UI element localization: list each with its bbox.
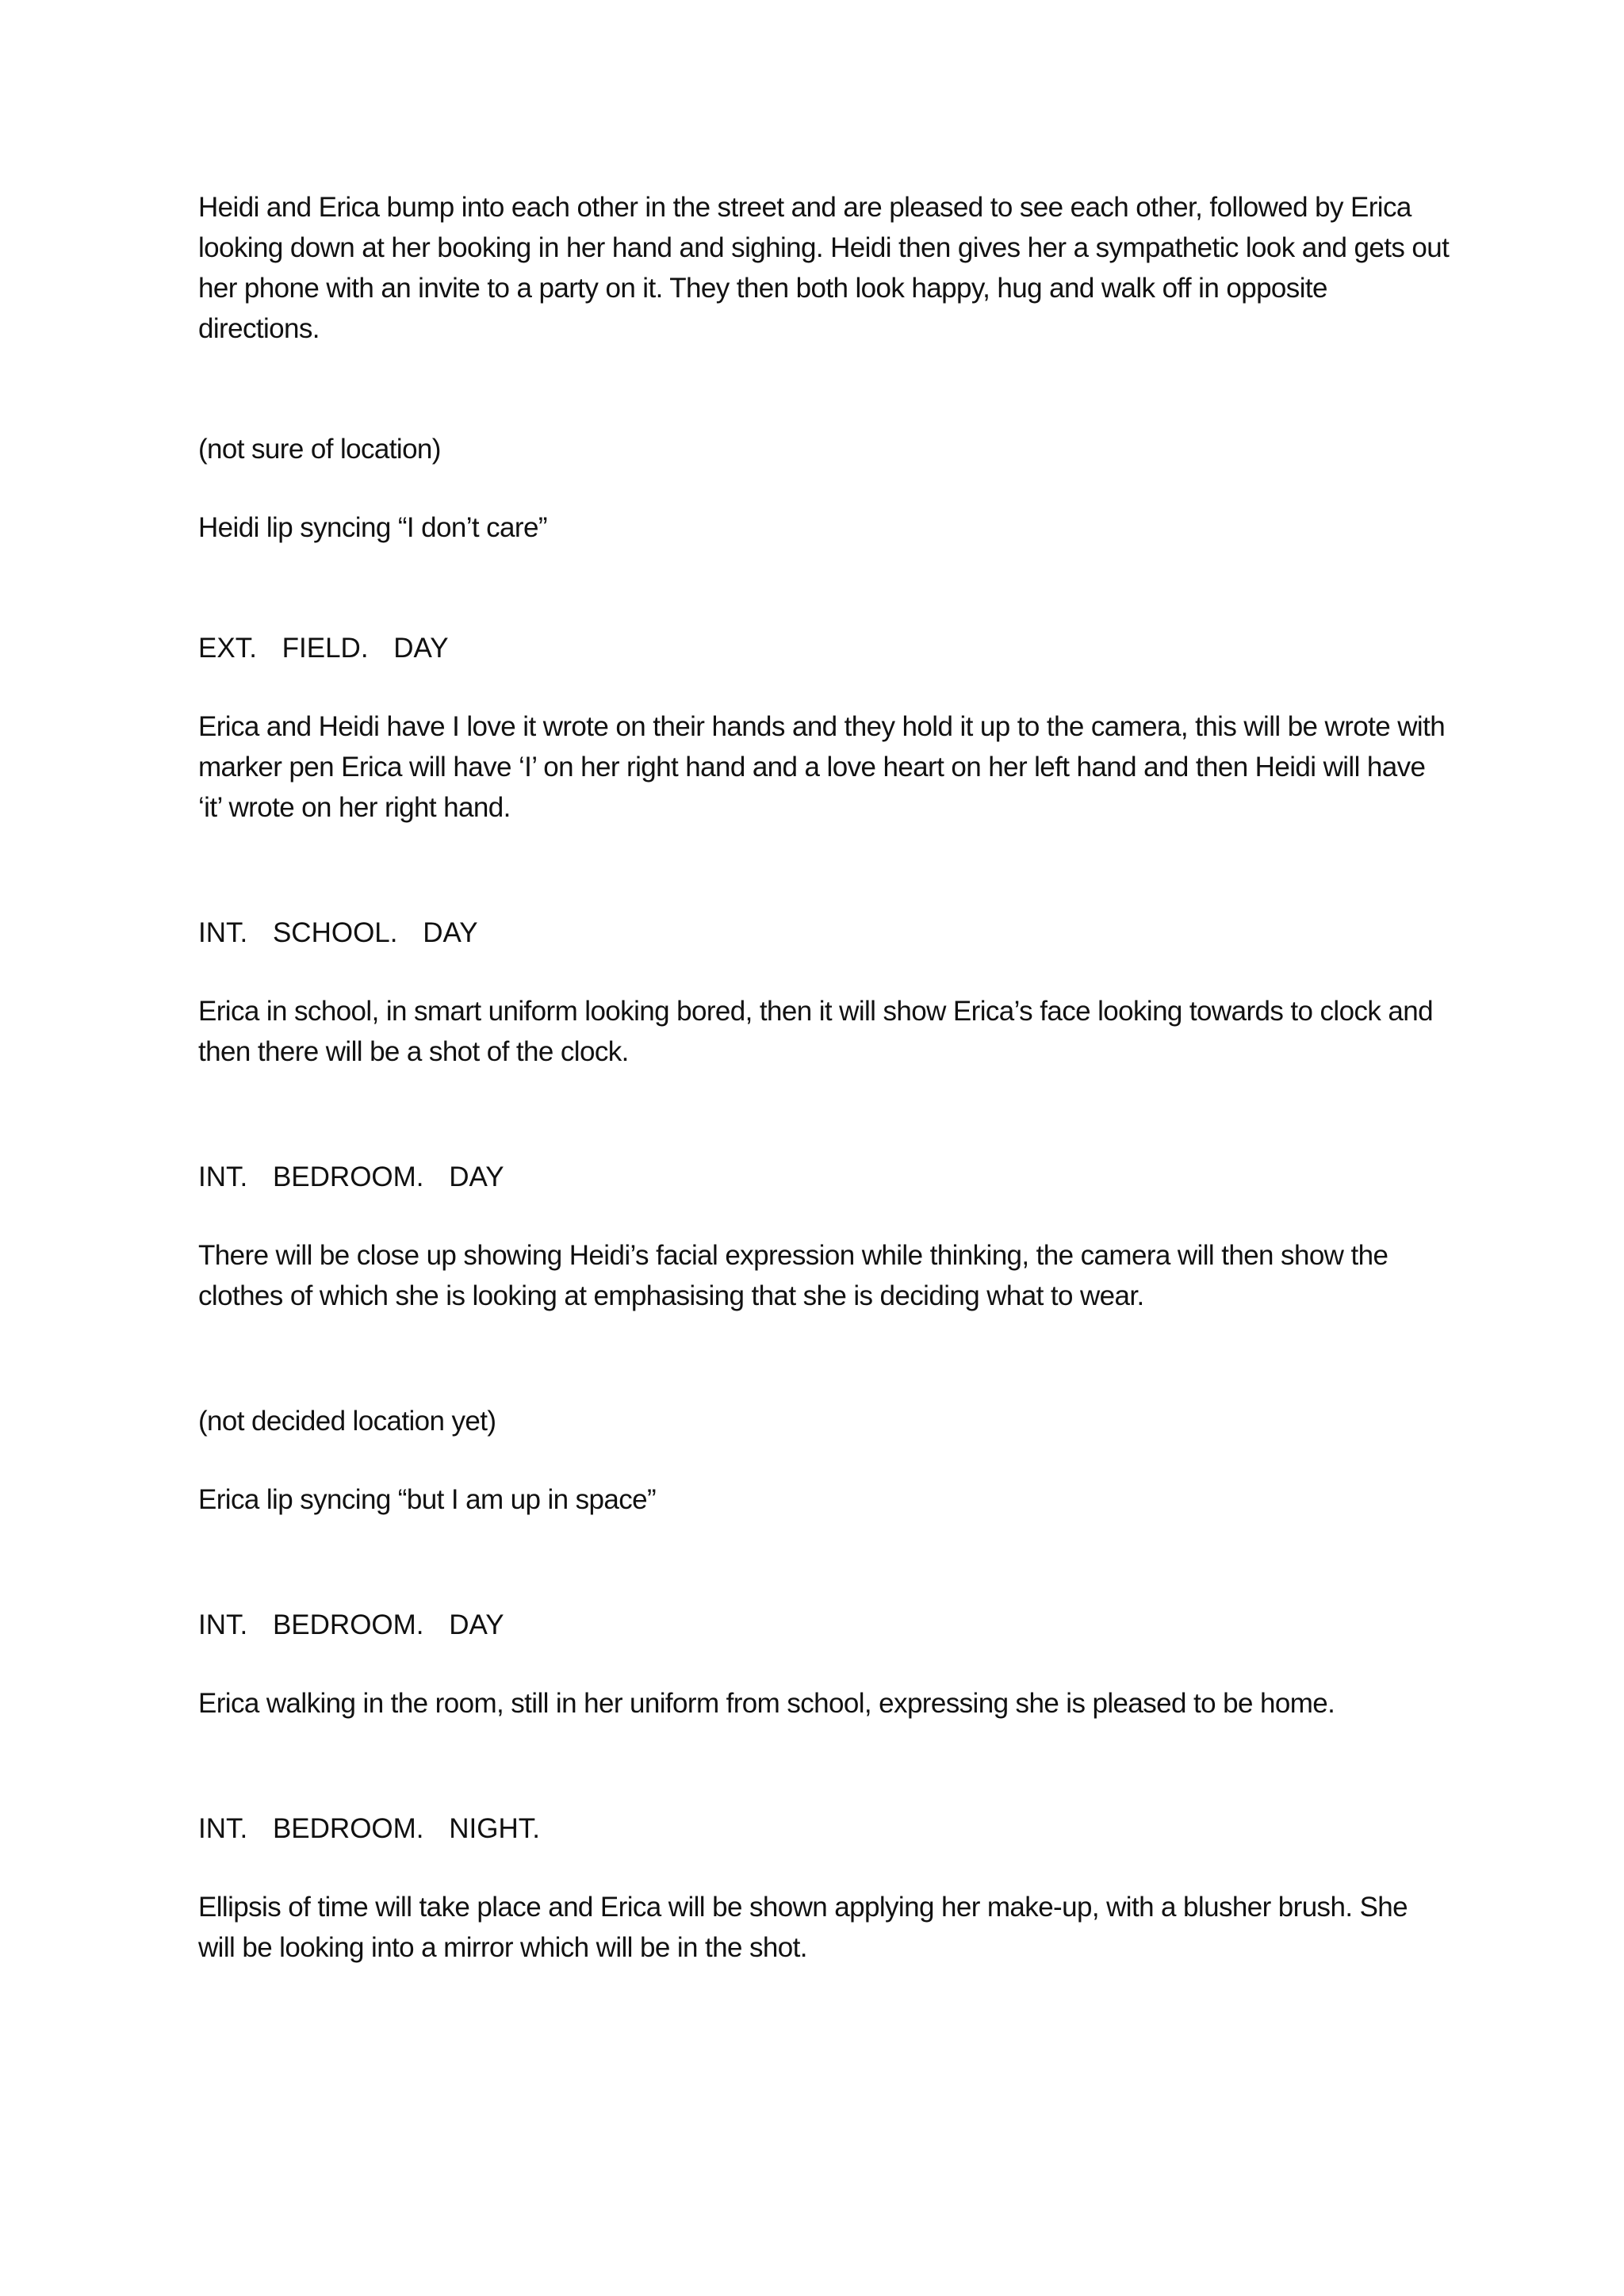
action-paragraph: Heidi lip syncing “I don’t care” xyxy=(198,512,547,543)
action-paragraph: Erica lip syncing “but I am up in space” xyxy=(198,1484,657,1515)
scene-heading: INT. BEDROOM. DAY xyxy=(198,1609,504,1640)
scene-heading: INT. BEDROOM. NIGHT. xyxy=(198,1813,540,1844)
script-body xyxy=(198,187,1451,1968)
scene-heading: INT. SCHOOL. DAY xyxy=(198,917,478,948)
location-note: (not sure of location) xyxy=(198,434,441,465)
scene-heading: INT. BEDROOM. DAY xyxy=(198,1161,504,1192)
action-paragraph: Erica and Heidi have I love it wrote on their hands and they hold it up to the camera, this will be wrote with marker pen Erica will have ‘I’ on her right hand and a love heart on her left hand and then Heidi will have ‘it’ wrote on her right hand. xyxy=(198,711,1446,823)
action-paragraph: Erica in school, in smart uniform looking bored, then it will show Erica’s face looking towards to clock and then there will be a shot of the clock. xyxy=(198,996,1433,1067)
action-paragraph: There will be close up showing Heidi’s facial expression while thinking, the camera will then show the clothes of which she is looking at emphasising that she is deciding what to wear. xyxy=(198,1240,1388,1311)
action-paragraph: Heidi and Erica bump into each other in the street and are pleased to see each other, followed by Erica looking down at her booking in her hand and sighing. Heidi then gives her a sympathetic look and gets out her phone with an invite to a party on it. They then both look happy, hug and walk off in opposite directions. xyxy=(198,192,1450,344)
action-paragraph: Ellipsis of time will take place and Erica will be shown applying her make-up, with a blusher brush. She will be looking into a mirror which will be in the shot. xyxy=(198,1892,1408,1963)
scene-heading: EXT. FIELD. DAY xyxy=(198,633,449,664)
location-note: (not decided location yet) xyxy=(198,1406,496,1437)
action-paragraph: Erica walking in the room, still in her uniform from school, expressing she is pleased to be home. xyxy=(198,1688,1335,1719)
